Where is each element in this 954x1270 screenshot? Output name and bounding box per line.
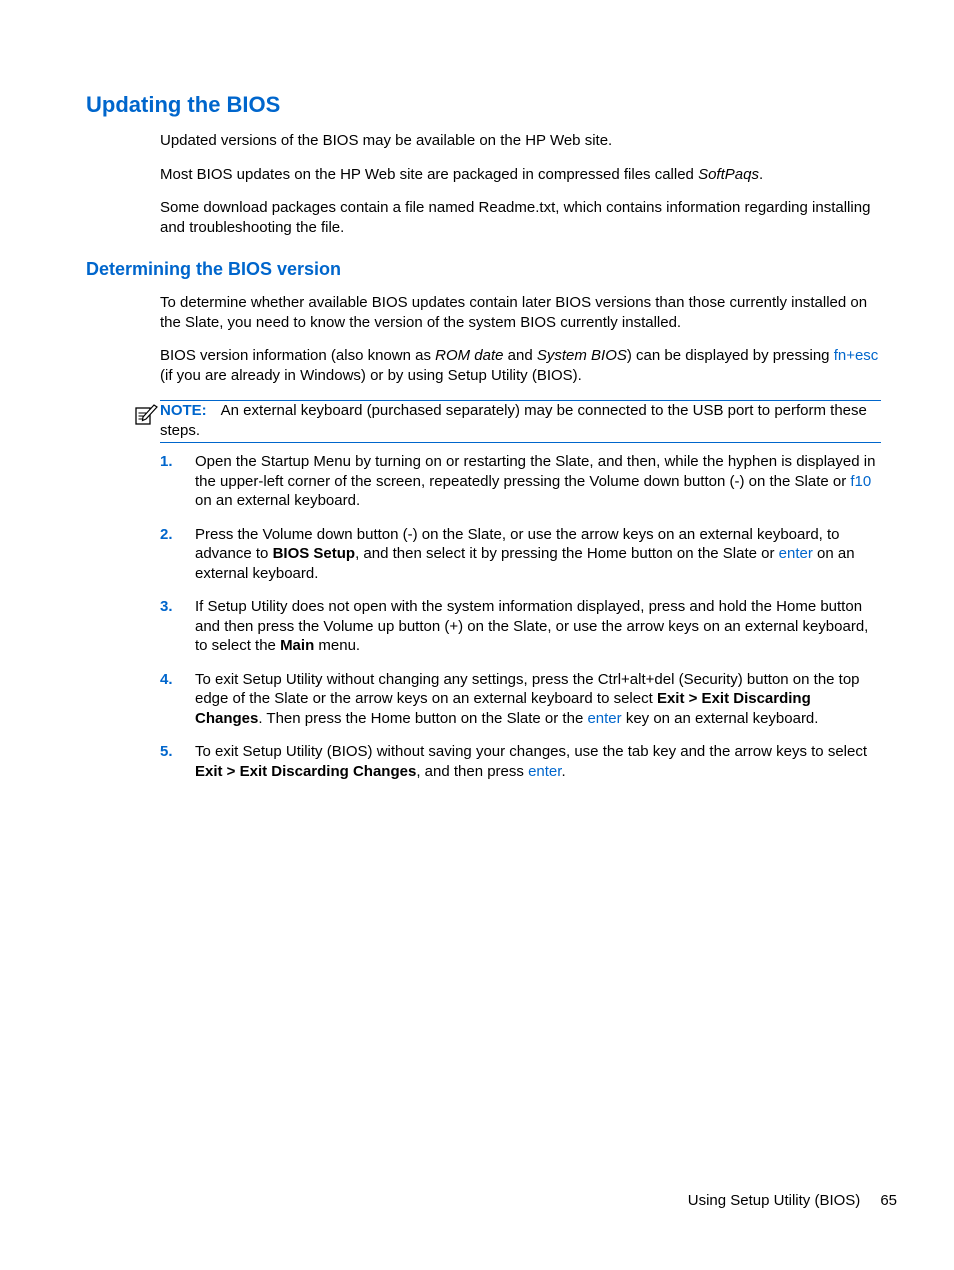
steps-list (160, 452, 882, 795)
list-item (160, 670, 882, 729)
main-menu-term: Main (280, 637, 315, 654)
enter-key: enter (528, 762, 562, 780)
footer-section-title: Using Setup Utility (BIOS) (687, 1192, 861, 1209)
system-bios-term: System BIOS (536, 347, 627, 364)
f10-key: f10 (850, 472, 872, 490)
list-item (160, 742, 882, 781)
rom-date-term: ROM date (435, 347, 504, 364)
version-paragraph-2-text: BIOS version information (also known as (160, 347, 436, 364)
step-number: 1. (160, 453, 173, 470)
intro-paragraph-1: Updated versions of the BIOS may be available on the HP Web site. (160, 132, 613, 149)
enter-key: enter (587, 709, 622, 727)
note-box (160, 400, 881, 443)
step-text: Press the Volume down button (-) on the Slate, or use the arrow keys on an external keyboard, to advance to (195, 525, 840, 562)
note-pencil-icon (134, 402, 158, 426)
step-text: If Setup Utility does not open with the system information displayed, press and hold the Home button and then press the Volume up button (+) on the Slate, or use the arrow keys on an external keyboard, to select the (195, 598, 869, 654)
intro-paragraph-3: Some download packages contain a file named Readme.txt, which contains information regarding installing and troubleshooting the file. (160, 199, 871, 236)
version-paragraph-2 (160, 346, 890, 385)
section-heading: Determining the BIOS version (86, 259, 342, 279)
version-paragraph-2-mid: ) can be displayed by pressing (626, 347, 834, 364)
intro-paragraph-2-end: . (758, 166, 764, 183)
version-paragraph-1: To determine whether available BIOS updates contain later BIOS versions than those currently installed on the Slate, you need to know the version of the system BIOS currently installed. (160, 294, 868, 331)
list-item (160, 525, 882, 584)
step-text-end: on an external keyboard. (195, 545, 855, 582)
exit-discarding-term: Exit > Exit Discarding Changes (195, 690, 811, 727)
step-text-end: key on an external keyboard. (621, 709, 819, 727)
page-title: Updating the BIOS (86, 92, 281, 117)
step-text-mid: . Then press the Home button on the Slate or the (258, 709, 588, 727)
enter-key: enter (778, 545, 813, 562)
note-text: An external keyboard (purchased separately) may be connected to the USB port to perform these steps. (160, 402, 867, 439)
step-text: To exit Setup Utility (BIOS) without saving your changes, use the tab key and the arrow keys to select (195, 743, 867, 760)
step-text-mid: , and then select it by pressing the Home button on the Slate or (355, 545, 779, 562)
list-item (160, 597, 882, 656)
fn-esc-key: fn+esc (833, 347, 879, 364)
softpaqs-term: SoftPaqs (698, 166, 759, 183)
page-number: 65 (880, 1192, 897, 1209)
step-text: To exit Setup Utility without changing any settings, press the Ctrl+alt+del (Security) button on the top edge of the Slate or the arrow keys on an external keyboard to select (195, 670, 860, 707)
step-text-end: . (561, 762, 566, 780)
bios-setup-term: BIOS Setup (272, 545, 356, 562)
list-item (160, 452, 882, 511)
step-number: 3. (160, 598, 173, 615)
step-text-end: on an external keyboard. (195, 492, 361, 509)
step-number: 2. (160, 525, 173, 543)
step-number: 4. (160, 670, 173, 688)
step-number: 5. (160, 743, 173, 760)
page-footer (688, 1191, 897, 1211)
note-label: NOTE: (160, 402, 207, 419)
intro-paragraph-2-text: Most BIOS updates on the HP Web site are packaged in compressed files called (160, 166, 699, 183)
intro-paragraph-2 (160, 165, 890, 185)
step-text-mid: , and then press (416, 762, 529, 780)
step-text-end: menu. (314, 637, 361, 654)
version-paragraph-2-end: (if you are already in Windows) or by using Setup Utility (BIOS). (160, 366, 582, 384)
exit-discarding-term: Exit > Exit Discarding Changes (195, 762, 417, 780)
version-paragraph-2-and: and (503, 347, 537, 364)
step-text: Open the Startup Menu by turning on or restarting the Slate, and then, while the hyphen is displayed in the upper-left corner of the screen, repeatedly pressing the Volume down button (-) on the Slate or (195, 453, 876, 490)
